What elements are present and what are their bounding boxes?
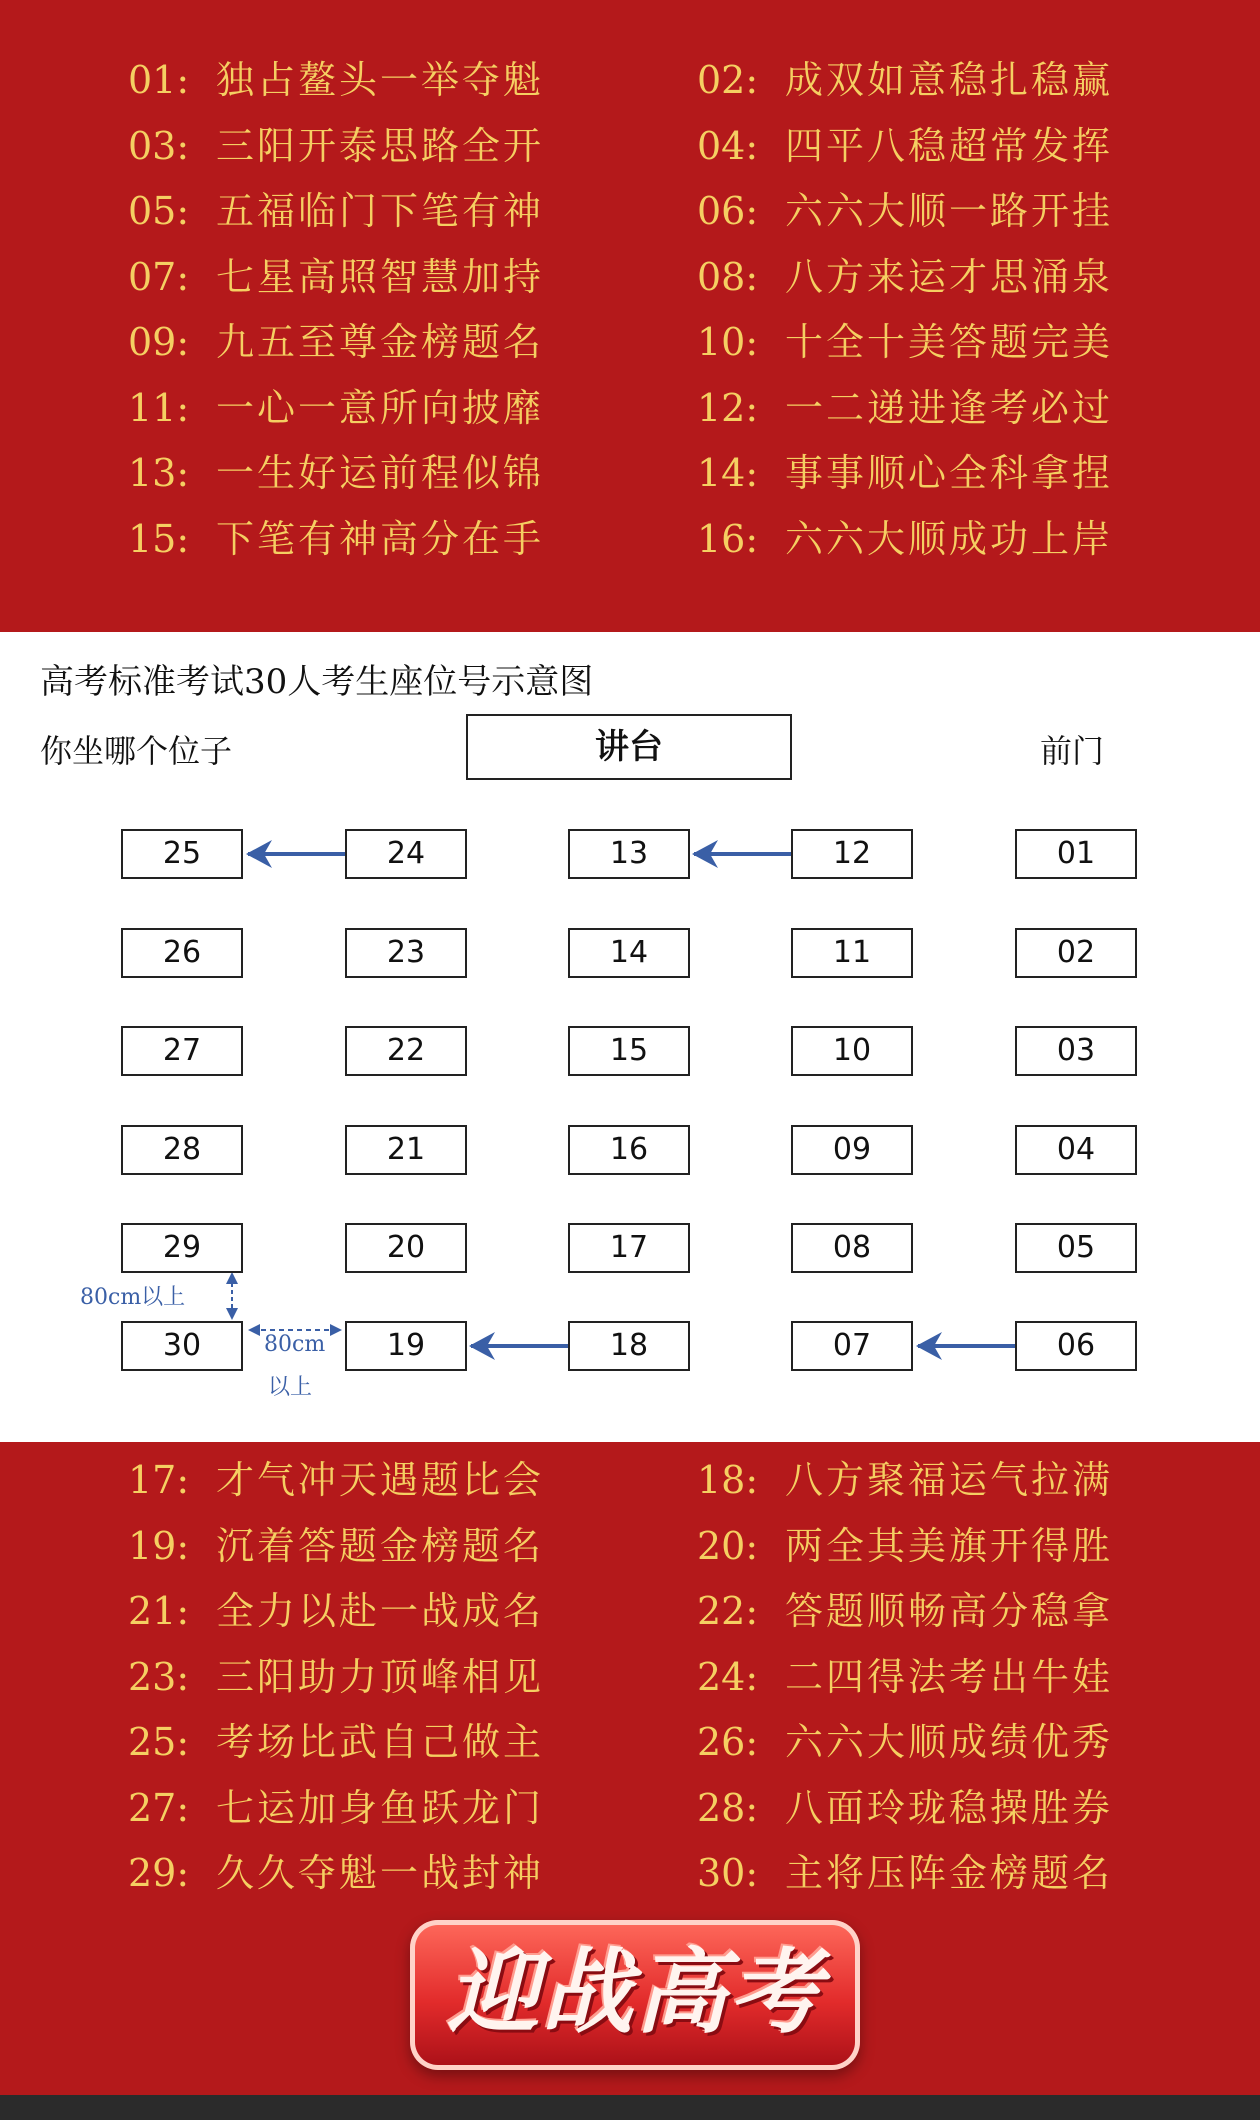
blessing-item	[128, 507, 544, 573]
blessing-item	[128, 1448, 544, 1514]
vertical-spacing-arrow	[226, 1272, 238, 1320]
top-blessings-panel	[0, 0, 1260, 632]
bottom-blessings-left-column	[128, 1448, 544, 1907]
blessing-text: 六六大顺成绩优秀	[785, 1720, 1114, 1764]
blessing-item	[697, 1710, 1113, 1776]
arrow-12-to-13	[692, 840, 791, 868]
blessing-text: 一生好运前程似锦	[216, 451, 545, 495]
blessing-item	[128, 245, 544, 311]
arrow-06-to-07	[916, 1332, 1015, 1360]
blessing-number: 14:	[697, 451, 759, 495]
blessing-number: 05:	[128, 189, 190, 233]
blessing-item	[697, 245, 1113, 311]
blessing-number: 03:	[128, 123, 190, 168]
blessing-number: 20:	[697, 1523, 759, 1568]
seat-box: 24	[345, 829, 467, 879]
blessing-item	[128, 1579, 544, 1645]
blessing-text: 沉着答题金榜题名	[216, 1523, 545, 1568]
blessing-number: 22:	[697, 1589, 759, 1633]
arrow-18-to-19	[469, 1332, 568, 1360]
blessing-item	[697, 1776, 1113, 1842]
blessing-text: 四平八稳超常发挥	[785, 123, 1114, 168]
blessing-text: 全力以赴一战成名	[216, 1589, 545, 1633]
seat-box: 22	[345, 1026, 467, 1076]
blessing-text: 成双如意稳扎稳赢	[785, 58, 1114, 102]
blessing-item	[128, 310, 544, 376]
blessing-text: 九五至尊金榜题名	[216, 320, 545, 364]
blessing-number: 19:	[128, 1523, 190, 1568]
seat-box: 01	[1015, 829, 1137, 879]
seat-box: 21	[345, 1125, 467, 1175]
blessing-item	[697, 1514, 1113, 1580]
seat-box: 02	[1015, 928, 1137, 978]
blessing-item	[697, 48, 1113, 114]
seat-box: 23	[345, 928, 467, 978]
seat-box: 17	[568, 1223, 690, 1273]
blessing-item	[697, 507, 1113, 573]
blessing-text: 十全十美答题完美	[785, 320, 1114, 364]
top-blessings-right-column	[697, 48, 1113, 572]
seat-box: 29	[121, 1223, 243, 1273]
blessing-number: 01:	[128, 58, 190, 102]
seat-question: 你坐哪个位子	[40, 732, 233, 770]
front-door-label: 前门	[1040, 732, 1105, 770]
seat-box: 15	[568, 1026, 690, 1076]
seat-box: 30	[121, 1321, 243, 1371]
seat-box: 11	[791, 928, 913, 978]
seat-box: 20	[345, 1223, 467, 1273]
seat-box: 09	[791, 1125, 913, 1175]
seat-box: 06	[1015, 1321, 1137, 1371]
blessing-item	[697, 376, 1113, 442]
seat-box: 18	[568, 1321, 690, 1371]
blessing-text: 二四得法考出牛娃	[785, 1654, 1114, 1699]
blessing-item	[128, 114, 544, 180]
blessing-number: 16:	[697, 516, 759, 561]
blessing-text: 答题顺畅高分稳拿	[785, 1589, 1114, 1633]
blessing-text: 六六大顺一路开挂	[785, 189, 1114, 233]
blessing-number: 13:	[128, 451, 190, 495]
vertical-spacing-label: 80cm以上	[80, 1285, 186, 1310]
blessing-item	[128, 441, 544, 507]
top-blessings-left-column	[128, 48, 544, 572]
blessing-number: 26:	[697, 1720, 759, 1764]
seat-box: 03	[1015, 1026, 1137, 1076]
seat-box: 10	[791, 1026, 913, 1076]
blessing-number: 15:	[128, 516, 190, 561]
seat-box: 08	[791, 1223, 913, 1273]
blessing-item	[697, 1579, 1113, 1645]
blessing-number: 28:	[697, 1785, 759, 1830]
blessing-text: 八面玲珑稳操胜券	[785, 1785, 1114, 1830]
blessing-text: 事事顺心全科拿捏	[785, 451, 1114, 495]
blessing-item	[697, 179, 1113, 245]
blessing-number: 17:	[128, 1458, 190, 1502]
seating-diagram	[0, 632, 1260, 1442]
seat-box: 16	[568, 1125, 690, 1175]
blessing-number: 21:	[128, 1589, 190, 1633]
blessing-item	[697, 1645, 1113, 1711]
blessing-text: 一心一意所向披靡	[216, 385, 545, 430]
blessing-text: 久久夺魁一战封神	[216, 1851, 545, 1895]
bottom-blessings-right-column	[697, 1448, 1113, 1907]
blessing-number: 25:	[128, 1720, 190, 1764]
blessing-number: 18:	[697, 1458, 759, 1502]
arrow-24-to-25	[246, 840, 345, 868]
seat-box: 26	[121, 928, 243, 978]
blessing-item	[128, 1514, 544, 1580]
blessing-number: 29:	[128, 1851, 190, 1895]
blessing-text: 才气冲天遇题比会	[216, 1458, 545, 1502]
blessing-number: 12:	[697, 385, 759, 430]
blessing-number: 09:	[128, 320, 190, 364]
blessing-item	[128, 48, 544, 114]
bottom-bar	[0, 2095, 1260, 2120]
seat-box: 25	[121, 829, 243, 879]
blessing-item	[697, 1841, 1113, 1907]
blessing-number: 08:	[697, 254, 759, 299]
blessing-text: 八方来运才思涌泉	[785, 254, 1114, 299]
blessing-number: 11:	[128, 385, 190, 430]
blessing-text: 两全其美旗开得胜	[785, 1523, 1114, 1568]
blessing-text: 主将压阵金榜题名	[785, 1851, 1114, 1895]
exam-logo: 迎战高考	[410, 1920, 860, 2070]
blessing-number: 30:	[697, 1851, 759, 1895]
blessing-item	[128, 1841, 544, 1907]
blessing-item	[697, 1448, 1113, 1514]
blessing-text: 三阳开泰思路全开	[216, 123, 545, 168]
blessing-text: 七星高照智慧加持	[216, 254, 545, 299]
horizontal-spacing-label: 80cm	[264, 1332, 326, 1357]
diagram-title: 高考标准考试30人考生座位号示意图	[40, 662, 594, 702]
blessing-number: 07:	[128, 254, 190, 299]
blessing-item	[697, 310, 1113, 376]
blessing-number: 24:	[697, 1654, 759, 1699]
blessing-item	[128, 1645, 544, 1711]
blessing-text: 八方聚福运气拉满	[785, 1458, 1114, 1502]
seat-box: 19	[345, 1321, 467, 1371]
seat-box: 05	[1015, 1223, 1137, 1273]
blessing-item	[128, 179, 544, 245]
blessing-text: 六六大顺成功上岸	[785, 516, 1114, 561]
blessing-item	[128, 1776, 544, 1842]
blessing-number: 04:	[697, 123, 759, 168]
blessing-text: 五福临门下笔有神	[216, 189, 545, 233]
blessing-number: 23:	[128, 1654, 190, 1699]
seat-box: 04	[1015, 1125, 1137, 1175]
blessing-item	[697, 114, 1113, 180]
seat-box: 07	[791, 1321, 913, 1371]
blessing-text: 下笔有神高分在手	[216, 516, 545, 561]
blessing-text: 三阳助力顶峰相见	[216, 1654, 545, 1699]
seat-box: 14	[568, 928, 690, 978]
seat-box: 28	[121, 1125, 243, 1175]
seat-box: 12	[791, 829, 913, 879]
blessing-item	[128, 1710, 544, 1776]
podium: 讲台	[466, 714, 792, 780]
seat-box: 13	[568, 829, 690, 879]
blessing-number: 06:	[697, 189, 759, 233]
blessing-text: 一二递进逢考必过	[785, 385, 1114, 430]
blessing-number: 02:	[697, 58, 759, 102]
blessing-number: 27:	[128, 1785, 190, 1830]
seat-box: 27	[121, 1026, 243, 1076]
blessing-text: 七运加身鱼跃龙门	[216, 1785, 545, 1830]
blessing-text: 独占鳌头一举夺魁	[216, 58, 545, 102]
blessing-text: 考场比武自己做主	[216, 1720, 545, 1764]
blessing-item	[128, 376, 544, 442]
blessing-item	[697, 441, 1113, 507]
horizontal-spacing-label-suffix: 以上	[268, 1375, 313, 1400]
blessing-number: 10:	[697, 320, 759, 364]
